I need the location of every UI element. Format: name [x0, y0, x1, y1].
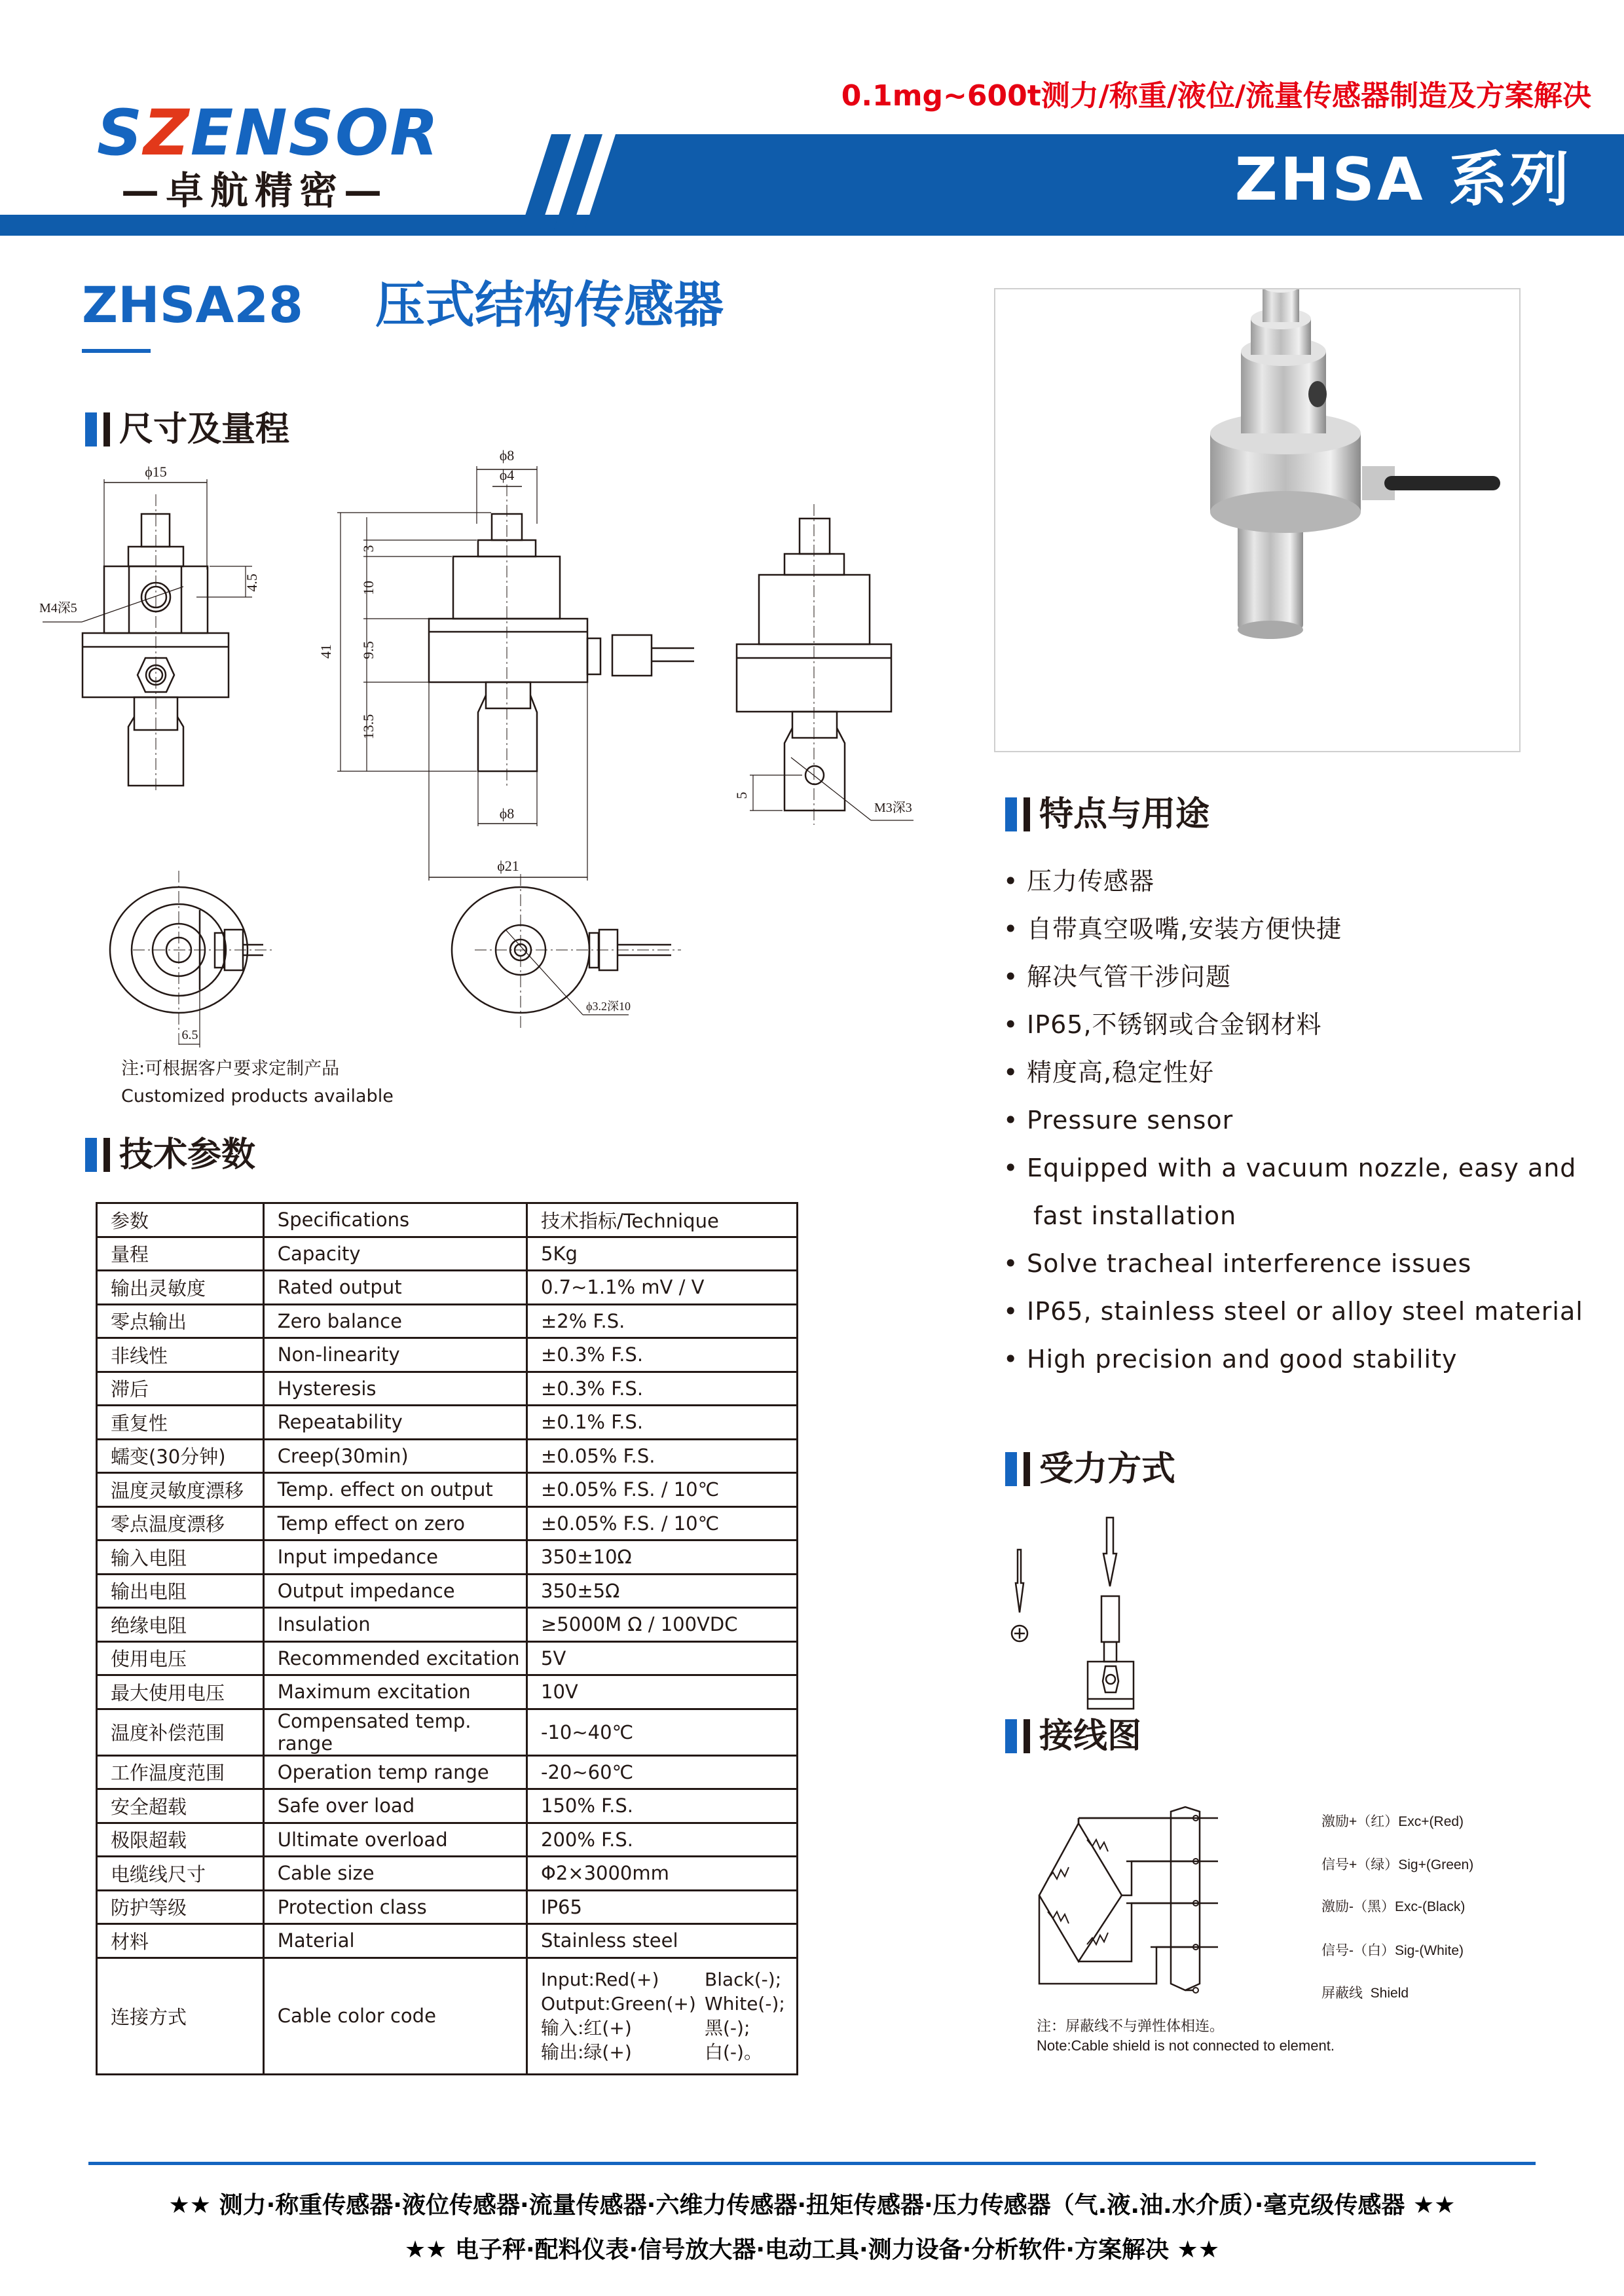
- table-row: [97, 1372, 798, 1406]
- param-cn-cell: 非线性: [97, 1338, 264, 1372]
- wiring-note-en: Note:Cable shield is not connected to element.: [1037, 2037, 1335, 2054]
- wire-positive: 输入:红(+): [541, 2017, 632, 2039]
- series-title: ZHSA 系列: [1234, 145, 1572, 214]
- drawing-side-view: [318, 447, 694, 881]
- param-cn-cell: 连接方式: [97, 1958, 264, 2074]
- drawing-front-view: [39, 464, 260, 792]
- param-value-cell: ±0.3% F.S.: [527, 1372, 798, 1406]
- svg-text:M4深5: M4深5: [39, 601, 77, 615]
- svg-text:ϕ3.2深10: ϕ3.2深10: [586, 1000, 631, 1013]
- section-title: 受力方式: [1039, 1449, 1176, 1489]
- param-value-cell: 0.7~1.1% mV / V: [527, 1271, 798, 1305]
- param-cn-cell: 量程: [97, 1237, 264, 1271]
- table-row: [97, 1823, 798, 1857]
- param-en-cell: Input impedance: [263, 1540, 526, 1575]
- feature-list: [1001, 858, 1590, 1383]
- product-name: 压式结构传感器: [375, 276, 724, 334]
- section-title: 特点与用途: [1039, 795, 1210, 834]
- param-cn-cell: 输出电阻: [97, 1574, 264, 1608]
- param-en-cell: Rated output: [263, 1271, 526, 1305]
- cable-color-code: [541, 1967, 796, 2064]
- param-value-cell: 5V: [527, 1641, 798, 1675]
- svg-text:10: 10: [360, 581, 377, 595]
- feature-item: • Solve tracheal interference issues: [1001, 1240, 1590, 1288]
- logo-letter-s: S: [97, 96, 144, 170]
- table-header-row: [97, 1203, 798, 1237]
- param-en-cell: Hysteresis: [263, 1372, 526, 1406]
- feature-item: • IP65,不锈钢或合金钢材料: [1001, 1001, 1590, 1049]
- param-en-cell: Safe over load: [263, 1789, 526, 1823]
- param-en-cell: Insulation: [263, 1608, 526, 1642]
- terminal-exc-minus: 激励-（黑）Exc-(Black): [1321, 1899, 1466, 1914]
- param-cn-cell: 工作温度范围: [97, 1755, 264, 1789]
- table-row: [97, 1857, 798, 1891]
- table-row: [97, 1506, 798, 1540]
- section-heading-dimensions: [85, 410, 290, 449]
- feature-item: • 压力传感器: [1001, 858, 1590, 905]
- logo-letter-z: Z: [143, 96, 191, 170]
- wire-positive: Output:Green(+): [541, 1993, 696, 2014]
- note-en: Customized products available: [121, 1086, 394, 1106]
- section-marker-blue: [85, 1138, 97, 1172]
- param-value-cell: ±0.05% F.S. / 10℃: [527, 1473, 798, 1507]
- wire-negative: White(-);: [705, 1993, 785, 2014]
- param-value-cell: ±0.05% F.S. / 10℃: [527, 1506, 798, 1540]
- param-cn-cell: 电缆线尺寸: [97, 1857, 264, 1891]
- param-cn-cell: 最大使用电压: [97, 1675, 264, 1709]
- svg-text:ϕ4: ϕ4: [499, 467, 515, 483]
- param-value-cell: ±0.05% F.S.: [527, 1439, 798, 1473]
- param-cn-cell: 重复性: [97, 1406, 264, 1440]
- param-en-cell: Temp effect on zero: [263, 1506, 526, 1540]
- table-row: [97, 1641, 798, 1675]
- table-row: [97, 1608, 798, 1642]
- table-row: [97, 1789, 798, 1823]
- section-title: 接线图: [1039, 1717, 1142, 1756]
- param-cn-cell: 温度补偿范围: [97, 1709, 264, 1755]
- sensor-side-icon: [1088, 1596, 1134, 1709]
- table-row: [97, 1540, 798, 1575]
- footer-divider: [88, 2162, 1536, 2165]
- terminal-exc-plus: 激励+（红）Exc+(Red): [1321, 1814, 1464, 1829]
- logo-letters-rest: ENSOR: [190, 96, 440, 170]
- spec-table: [96, 1202, 798, 2075]
- param-value-cell: ±2% F.S.: [527, 1304, 798, 1338]
- param-value-cell: 350±10Ω: [527, 1540, 798, 1575]
- section-marker-black: [1024, 1719, 1030, 1753]
- param-en-cell: Output impedance: [263, 1574, 526, 1608]
- section-heading-loading: [1005, 1449, 1176, 1489]
- param-en-cell: Cable color code: [263, 1958, 526, 2074]
- param-value-cell: ±0.1% F.S.: [527, 1406, 798, 1440]
- section-marker-blue: [85, 412, 97, 446]
- footer-service-line: ★★ 电子秤·配料仪表·信号放大器·电动工具·测力设备·分析软件·方案解决 ★★: [404, 2236, 1220, 2263]
- feature-item: • 自带真空吸嘴,安装方便快捷: [1001, 905, 1590, 953]
- table-row: [97, 1675, 798, 1709]
- table-row: [97, 1439, 798, 1473]
- param-cn-cell: 温度灵敏度漂移: [97, 1473, 264, 1507]
- param-en-cell: Temp. effect on output: [263, 1473, 526, 1507]
- terminal-sig-plus: 信号+（绿）Sig+(Green): [1321, 1857, 1474, 1872]
- feature-item: • Equipped with a vacuum nozzle, easy and: [1001, 1144, 1590, 1192]
- feature-item: • High precision and good stability: [1001, 1336, 1590, 1383]
- param-value-cell: Stainless steel: [527, 1924, 798, 1958]
- svg-text:M3深3: M3深3: [874, 801, 912, 815]
- wiring-note-cn: 注：屏蔽线不与弹性体相连。: [1037, 2018, 1225, 2034]
- feature-item-continuation: fast installation: [1033, 1201, 1237, 1230]
- section-marker-black: [1024, 797, 1030, 831]
- param-value-cell: -10~40℃: [527, 1709, 798, 1755]
- param-en-cell: Creep(30min): [263, 1439, 526, 1473]
- svg-text:4.5: 4.5: [244, 574, 260, 592]
- svg-text:6.5: 6.5: [181, 1028, 198, 1042]
- table-row: [97, 1271, 798, 1305]
- param-cn-cell: 绝缘电阻: [97, 1608, 264, 1642]
- header-cell: 参数: [97, 1203, 264, 1237]
- param-en-cell: Recommended excitation: [263, 1641, 526, 1675]
- feature-item: • 精度高,稳定性好: [1001, 1049, 1590, 1097]
- section-heading-wiring: [1005, 1717, 1142, 1756]
- table-row: [97, 1890, 798, 1924]
- param-en-cell: Non-linearity: [263, 1338, 526, 1372]
- section-marker-blue: [1005, 1719, 1017, 1753]
- loading-diagram: [982, 1506, 1244, 1728]
- svg-text:ϕ8: ϕ8: [499, 805, 515, 822]
- param-en-cell: Capacity: [263, 1237, 526, 1271]
- svg-text:3: 3: [360, 545, 377, 553]
- customization-note: [121, 1055, 394, 1110]
- terminal-shield: 屏蔽线 Shield: [1321, 1986, 1409, 2001]
- param-value-cell: 150% F.S.: [527, 1789, 798, 1823]
- header-cell: Specifications: [263, 1203, 526, 1237]
- title-underline: [82, 349, 151, 353]
- section-title: 技术参数: [119, 1135, 256, 1175]
- param-en-cell: Repeatability: [263, 1406, 526, 1440]
- param-cn-cell: 极限超载: [97, 1823, 264, 1857]
- param-cn-cell: 蠕变(30分钟): [97, 1439, 264, 1473]
- param-cn-cell: 零点温度漂移: [97, 1506, 264, 1540]
- wiring-cable-diagram: [1015, 1791, 1342, 2000]
- table-row-cable-color: [97, 1958, 798, 2074]
- param-en-cell: Zero balance: [263, 1304, 526, 1338]
- product-model: ZHSA28: [82, 276, 304, 334]
- section-marker-blue: [1005, 797, 1017, 831]
- svg-text:9.5: 9.5: [360, 641, 377, 659]
- wire-negative: Black(-);: [705, 1969, 782, 1990]
- force-arrow-large-icon: [1103, 1518, 1116, 1586]
- terminal-sig-minus: 信号-（白）Sig-(White): [1321, 1943, 1464, 1958]
- drawing-top-view-1: [110, 871, 275, 1048]
- param-en-cell: Cable size: [263, 1857, 526, 1891]
- param-value-cell: [527, 1958, 798, 2074]
- section-heading-features: [1005, 795, 1210, 834]
- dimension-drawings: [33, 445, 950, 1067]
- param-value-cell: Φ2×3000mm: [527, 1857, 798, 1891]
- param-en-cell: Maximum excitation: [263, 1675, 526, 1709]
- sensor-render-image: [995, 289, 1519, 751]
- param-cn-cell: 零点输出: [97, 1304, 264, 1338]
- svg-text:41: 41: [318, 644, 334, 659]
- wire-positive: Input:Red(+): [541, 1969, 659, 1990]
- drawing-top-view-2: [452, 874, 681, 1028]
- param-en-cell: Protection class: [263, 1890, 526, 1924]
- wire-positive: 输出:绿(+): [541, 2041, 632, 2063]
- param-cn-cell: 使用电压: [97, 1641, 264, 1675]
- table-row: [97, 1237, 798, 1271]
- table-row: [97, 1338, 798, 1372]
- feature-item: • 解决气管干涉问题: [1001, 953, 1590, 1001]
- product-title: [82, 276, 724, 334]
- param-value-cell: ±0.3% F.S.: [527, 1338, 798, 1372]
- param-value-cell: 5Kg: [527, 1237, 798, 1271]
- note-cn: 注:可根据客户要求定制产品: [121, 1059, 340, 1079]
- wiring-note: [1037, 2016, 1335, 2056]
- wire-negative: 白(-)。: [705, 2041, 762, 2063]
- svg-text:13.5: 13.5: [360, 714, 377, 740]
- param-cn-cell: 输出灵敏度: [97, 1271, 264, 1305]
- param-value-cell: ≥5000M Ω / 100VDC: [527, 1608, 798, 1642]
- param-cn-cell: 安全超载: [97, 1789, 264, 1823]
- section-marker-black: [103, 1138, 110, 1172]
- feature-item: • Pressure sensor: [1001, 1097, 1590, 1144]
- param-cn-cell: 防护等级: [97, 1890, 264, 1924]
- param-value-cell: -20~60℃: [527, 1755, 798, 1789]
- table-row: [97, 1304, 798, 1338]
- param-value-cell: 10V: [527, 1675, 798, 1709]
- param-cn-cell: 材料: [97, 1924, 264, 1958]
- section-marker-black: [1024, 1452, 1030, 1486]
- svg-text:ϕ8: ϕ8: [499, 447, 515, 464]
- force-arrow-small-icon: [1012, 1550, 1027, 1641]
- param-value-cell: 350±5Ω: [527, 1574, 798, 1608]
- table-row: [97, 1755, 798, 1789]
- section-marker-blue: [1005, 1452, 1017, 1486]
- product-photo: [994, 288, 1521, 752]
- table-row: [97, 1924, 798, 1958]
- section-marker-black: [103, 412, 110, 446]
- footer-product-line: ★★ 测力·称重传感器·液位传感器·流量传感器·六维力传感器·扭矩传感器·压力传感器（气.液.油.水介质）·毫克级传感器 ★★: [168, 2192, 1456, 2219]
- svg-text:5: 5: [733, 792, 750, 799]
- param-en-cell: Ultimate overload: [263, 1823, 526, 1857]
- table-row: [97, 1473, 798, 1507]
- param-value-cell: 200% F.S.: [527, 1823, 798, 1857]
- svg-text:ϕ21: ϕ21: [497, 858, 519, 874]
- param-en-cell: Compensated temp. range: [263, 1709, 526, 1755]
- table-row: [97, 1709, 798, 1755]
- param-cn-cell: 输入电阻: [97, 1540, 264, 1575]
- feature-item: • IP65, stainless steel or alloy steel material: [1001, 1288, 1590, 1336]
- section-title: 尺寸及量程: [119, 410, 290, 449]
- header-cell: 技术指标/Technique: [527, 1203, 798, 1237]
- param-en-cell: Material: [263, 1924, 526, 1958]
- table-row: [97, 1406, 798, 1440]
- param-value-cell: IP65: [527, 1890, 798, 1924]
- company-tagline: 0.1mg~600t测力/称重/液位/流量传感器制造及方案解决: [841, 79, 1591, 113]
- wire-negative: 黑(-);: [705, 2017, 750, 2039]
- svg-text:ϕ15: ϕ15: [145, 464, 167, 480]
- param-en-cell: Operation temp range: [263, 1755, 526, 1789]
- table-row: [97, 1574, 798, 1608]
- drawing-rear-view: [733, 504, 913, 825]
- section-heading-specs: [85, 1135, 256, 1175]
- brand-chinese-name: —卓航精密—: [121, 168, 389, 213]
- param-cn-cell: 滞后: [97, 1372, 264, 1406]
